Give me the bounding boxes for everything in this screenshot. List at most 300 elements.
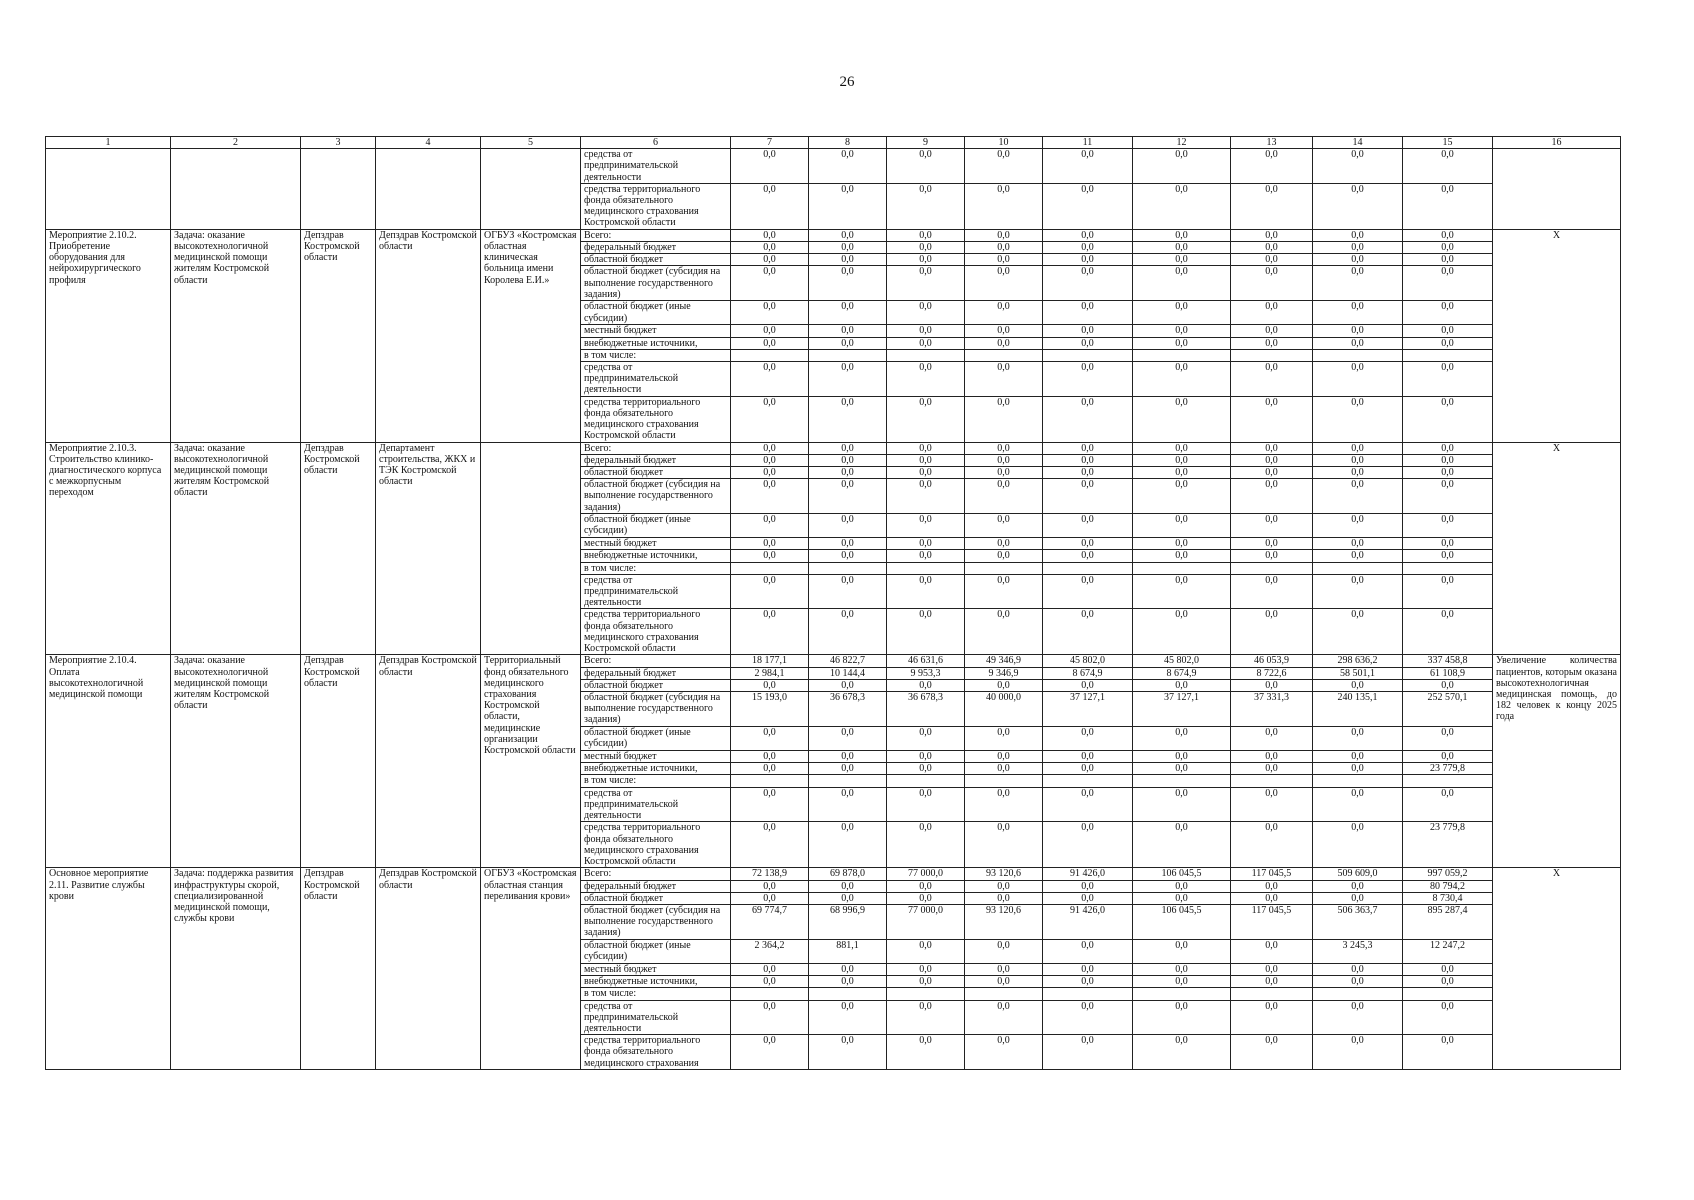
column-number-16: 16: [1493, 137, 1621, 149]
value-cell: 0,0: [1133, 1000, 1231, 1035]
value-cell: 0,0: [809, 301, 887, 325]
value-cell: 0,0: [731, 514, 809, 538]
value-cell: [731, 988, 809, 1000]
value-cell: [731, 349, 809, 361]
value-cell: 0,0: [1133, 396, 1231, 442]
value-cell: [1403, 775, 1493, 787]
value-cell: 0,0: [1313, 822, 1403, 868]
value-cell: 0,0: [1403, 337, 1493, 349]
value-cell: 0,0: [809, 442, 887, 454]
cell-c1-m2103: Мероприятие 2.10.3. Строительство клинико-диагностического корпуса с межкорпусным переходом: [46, 442, 171, 655]
value-cell: 0,0: [809, 892, 887, 904]
table-body: [46, 137, 1621, 1070]
value-cell: 0,0: [731, 892, 809, 904]
value-cell: 117 045,5: [1231, 904, 1313, 939]
value-cell: 895 287,4: [1403, 904, 1493, 939]
category-label: областной бюджет (субсидия на выполнение государственного задания): [581, 266, 731, 301]
value-cell: 0,0: [887, 242, 965, 254]
value-cell: 0,0: [965, 362, 1043, 397]
value-cell: 0,0: [1231, 325, 1313, 337]
value-cell: 0,0: [1313, 976, 1403, 988]
value-cell: 36 678,3: [887, 692, 965, 727]
value-cell: 0,0: [809, 514, 887, 538]
value-cell: 0,0: [965, 538, 1043, 550]
value-cell: 0,0: [1133, 229, 1231, 241]
value-cell: 0,0: [1231, 254, 1313, 266]
value-cell: 37 127,1: [1043, 692, 1133, 727]
value-cell: 68 996,9: [809, 904, 887, 939]
value-cell: 93 120,6: [965, 904, 1043, 939]
category-label: областной бюджет (субсидия на выполнение государственного задания): [581, 904, 731, 939]
value-cell: 0,0: [1043, 301, 1133, 325]
category-label: областной бюджет (иные субсидии): [581, 514, 731, 538]
value-cell: 0,0: [1231, 454, 1313, 466]
value-cell: 0,0: [1231, 550, 1313, 562]
value-cell: 0,0: [1133, 609, 1231, 655]
value-cell: 46 822,7: [809, 655, 887, 667]
value-cell: 0,0: [1313, 442, 1403, 454]
value-cell: 0,0: [809, 574, 887, 609]
value-cell: 0,0: [965, 325, 1043, 337]
value-cell: [1313, 988, 1403, 1000]
value-cell: 0,0: [809, 479, 887, 514]
value-cell: 0,0: [1403, 325, 1493, 337]
cell-c4-m2102: Депздрав Костромской области: [376, 229, 481, 442]
value-cell: 0,0: [1133, 337, 1231, 349]
value-cell: 0,0: [809, 787, 887, 822]
value-cell: 0,0: [1231, 963, 1313, 975]
column-number-10: 10: [965, 137, 1043, 149]
value-cell: 3 245,3: [1313, 939, 1403, 963]
table-row: [46, 868, 1621, 880]
value-cell: 0,0: [887, 254, 965, 266]
value-cell: 0,0: [731, 574, 809, 609]
column-number-2: 2: [171, 137, 301, 149]
category-label: Всего:: [581, 229, 731, 241]
column-number-11: 11: [1043, 137, 1133, 149]
value-cell: 0,0: [965, 337, 1043, 349]
value-cell: 0,0: [1231, 822, 1313, 868]
value-cell: 8 674,9: [1043, 667, 1133, 679]
category-label: местный бюджет: [581, 751, 731, 763]
value-cell: 0,0: [731, 337, 809, 349]
value-cell: 0,0: [1313, 242, 1403, 254]
value-cell: 23 779,8: [1403, 763, 1493, 775]
category-label: областной бюджет (иные субсидии): [581, 727, 731, 751]
value-cell: 997 059,2: [1403, 868, 1493, 880]
value-cell: 0,0: [965, 679, 1043, 691]
value-cell: 0,0: [1043, 679, 1133, 691]
value-cell: 0,0: [965, 254, 1043, 266]
category-label: средства территориального фонда обязательного медицинского страхования: [581, 1035, 731, 1070]
value-cell: 0,0: [1313, 183, 1403, 229]
value-cell: 0,0: [887, 479, 965, 514]
value-cell: 0,0: [1133, 822, 1231, 868]
value-cell: 0,0: [965, 939, 1043, 963]
column-number-9: 9: [887, 137, 965, 149]
value-cell: 0,0: [731, 538, 809, 550]
value-cell: 0,0: [965, 1000, 1043, 1035]
value-cell: 0,0: [1403, 254, 1493, 266]
value-cell: [965, 775, 1043, 787]
value-cell: 0,0: [731, 763, 809, 775]
value-cell: 37 127,1: [1133, 692, 1231, 727]
category-label: областной бюджет: [581, 892, 731, 904]
value-cell: 0,0: [1043, 574, 1133, 609]
category-label: средства территориального фонда обязательного медицинского страхования Костромской области: [581, 822, 731, 868]
category-label: в том числе:: [581, 775, 731, 787]
value-cell: 0,0: [731, 751, 809, 763]
column-number-13: 13: [1231, 137, 1313, 149]
value-cell: 0,0: [965, 467, 1043, 479]
value-cell: 10 144,4: [809, 667, 887, 679]
column-number-15: 15: [1403, 137, 1493, 149]
category-label: внебюджетные источники,: [581, 337, 731, 349]
value-cell: 0,0: [1043, 242, 1133, 254]
value-cell: 0,0: [1043, 963, 1133, 975]
value-cell: 0,0: [1231, 679, 1313, 691]
value-cell: 0,0: [965, 963, 1043, 975]
value-cell: 0,0: [1231, 892, 1313, 904]
value-cell: [1403, 349, 1493, 361]
value-cell: 40 000,0: [965, 692, 1043, 727]
value-cell: 0,0: [887, 467, 965, 479]
value-cell: 0,0: [731, 325, 809, 337]
category-label: Всего:: [581, 655, 731, 667]
value-cell: 0,0: [809, 727, 887, 751]
category-label: средства от предпринимательской деятельности: [581, 574, 731, 609]
value-cell: 0,0: [809, 538, 887, 550]
value-cell: 0,0: [809, 149, 887, 184]
value-cell: 881,1: [809, 939, 887, 963]
value-cell: 0,0: [1043, 183, 1133, 229]
value-cell: 0,0: [1231, 242, 1313, 254]
value-cell: 0,0: [731, 454, 809, 466]
value-cell: [965, 988, 1043, 1000]
value-cell: 2 984,1: [731, 667, 809, 679]
value-cell: 0,0: [1133, 266, 1231, 301]
value-cell: 0,0: [731, 679, 809, 691]
value-cell: 0,0: [887, 679, 965, 691]
table-row: [46, 655, 1621, 667]
value-cell: 0,0: [1133, 976, 1231, 988]
value-cell: 0,0: [1231, 514, 1313, 538]
page-number: 26: [839, 74, 855, 90]
value-cell: 0,0: [809, 763, 887, 775]
value-cell: [1231, 562, 1313, 574]
value-cell: 506 363,7: [1313, 904, 1403, 939]
value-cell: 0,0: [731, 727, 809, 751]
cell-c1-m2102: Мероприятие 2.10.2. Приобретение оборудования для нейрохирургического профиля: [46, 229, 171, 442]
category-label: областной бюджет: [581, 467, 731, 479]
value-cell: 0,0: [1133, 787, 1231, 822]
value-cell: [809, 988, 887, 1000]
category-label: федеральный бюджет: [581, 454, 731, 466]
budget-table: [45, 136, 1621, 1070]
cell-c2-m2103: Задача: оказание высокотехнологичной медицинской помощи жителям Костромской области: [171, 442, 301, 655]
category-label: областной бюджет: [581, 254, 731, 266]
value-cell: 0,0: [1231, 362, 1313, 397]
value-cell: 0,0: [1043, 362, 1133, 397]
value-cell: 0,0: [1133, 939, 1231, 963]
value-cell: [1133, 988, 1231, 1000]
value-cell: 0,0: [1043, 514, 1133, 538]
cell-c4-m2104: Депздрав Костромской области: [376, 655, 481, 868]
value-cell: [1313, 775, 1403, 787]
value-cell: 23 779,8: [1403, 822, 1493, 868]
value-cell: 0,0: [809, 1000, 887, 1035]
column-number-12: 12: [1133, 137, 1231, 149]
value-cell: 0,0: [965, 574, 1043, 609]
category-label: средства территориального фонда обязательного медицинского страхования Костромской области: [581, 609, 731, 655]
value-cell: 337 458,8: [1403, 655, 1493, 667]
value-cell: 0,0: [887, 229, 965, 241]
value-cell: 0,0: [1313, 574, 1403, 609]
value-cell: 0,0: [1313, 396, 1403, 442]
value-cell: 0,0: [809, 266, 887, 301]
value-cell: 0,0: [887, 1000, 965, 1035]
value-cell: 0,0: [1043, 442, 1133, 454]
value-cell: 0,0: [1133, 763, 1231, 775]
value-cell: 0,0: [965, 149, 1043, 184]
value-cell: 0,0: [1313, 149, 1403, 184]
category-label: местный бюджет: [581, 963, 731, 975]
cell-c3-cont: [301, 149, 376, 230]
value-cell: [1133, 349, 1231, 361]
category-label: внебюджетные источники,: [581, 976, 731, 988]
column-number-row: [46, 137, 1621, 149]
category-label: средства от предпринимательской деятельности: [581, 362, 731, 397]
value-cell: 0,0: [1403, 538, 1493, 550]
value-cell: 0,0: [731, 229, 809, 241]
value-cell: [887, 775, 965, 787]
value-cell: [1133, 562, 1231, 574]
value-cell: 0,0: [1403, 963, 1493, 975]
value-cell: 0,0: [1043, 266, 1133, 301]
value-cell: [1043, 988, 1133, 1000]
column-number-4: 4: [376, 137, 481, 149]
value-cell: 0,0: [1043, 229, 1133, 241]
value-cell: 0,0: [1313, 892, 1403, 904]
value-cell: [965, 349, 1043, 361]
category-label: областной бюджет (иные субсидии): [581, 939, 731, 963]
value-cell: 0,0: [887, 396, 965, 442]
value-cell: 0,0: [1403, 266, 1493, 301]
value-cell: 0,0: [887, 301, 965, 325]
column-number-8: 8: [809, 137, 887, 149]
value-cell: 80 794,2: [1403, 880, 1493, 892]
category-label: областной бюджет (субсидия на выполнение государственного задания): [581, 692, 731, 727]
value-cell: 0,0: [1403, 976, 1493, 988]
cell-c5-m2103: [481, 442, 581, 655]
value-cell: 0,0: [1133, 574, 1231, 609]
column-number-5: 5: [481, 137, 581, 149]
value-cell: 0,0: [1313, 787, 1403, 822]
value-cell: 0,0: [965, 442, 1043, 454]
value-cell: 0,0: [1133, 149, 1231, 184]
value-cell: 0,0: [1313, 514, 1403, 538]
value-cell: 0,0: [887, 609, 965, 655]
value-cell: 93 120,6: [965, 868, 1043, 880]
value-cell: 8 674,9: [1133, 667, 1231, 679]
value-cell: 0,0: [887, 963, 965, 975]
value-cell: [1133, 775, 1231, 787]
value-cell: 0,0: [1313, 229, 1403, 241]
cell-c1-m2104: Мероприятие 2.10.4. Оплата высокотехнологичной медицинской помощи: [46, 655, 171, 868]
value-cell: 12 247,2: [1403, 939, 1493, 963]
value-cell: 0,0: [1043, 787, 1133, 822]
value-cell: 61 108,9: [1403, 667, 1493, 679]
value-cell: 0,0: [731, 362, 809, 397]
category-label: Всего:: [581, 868, 731, 880]
value-cell: 0,0: [1403, 787, 1493, 822]
value-cell: 0,0: [1043, 149, 1133, 184]
value-cell: 0,0: [1133, 301, 1231, 325]
category-label: местный бюджет: [581, 538, 731, 550]
value-cell: 0,0: [965, 822, 1043, 868]
value-cell: 0,0: [1133, 538, 1231, 550]
value-cell: 0,0: [965, 550, 1043, 562]
value-cell: 0,0: [965, 1035, 1043, 1070]
value-cell: 0,0: [887, 538, 965, 550]
value-cell: 0,0: [1231, 609, 1313, 655]
value-cell: 46 631,6: [887, 655, 965, 667]
value-cell: [887, 562, 965, 574]
column-number-7: 7: [731, 137, 809, 149]
value-cell: 0,0: [965, 880, 1043, 892]
value-cell: 0,0: [1043, 325, 1133, 337]
value-cell: 0,0: [887, 550, 965, 562]
value-cell: 0,0: [1403, 1035, 1493, 1070]
value-cell: 0,0: [731, 787, 809, 822]
value-cell: 0,0: [1313, 609, 1403, 655]
value-cell: 0,0: [1133, 254, 1231, 266]
value-cell: 0,0: [731, 396, 809, 442]
value-cell: 0,0: [887, 822, 965, 868]
value-cell: 0,0: [731, 609, 809, 655]
value-cell: 0,0: [1043, 976, 1133, 988]
value-cell: 46 053,9: [1231, 655, 1313, 667]
value-cell: 0,0: [1313, 337, 1403, 349]
value-cell: 0,0: [1403, 1000, 1493, 1035]
value-cell: 0,0: [1133, 1035, 1231, 1070]
category-label: средства от предпринимательской деятельности: [581, 1000, 731, 1035]
value-cell: 0,0: [965, 183, 1043, 229]
value-cell: 0,0: [1231, 396, 1313, 442]
value-cell: 0,0: [731, 963, 809, 975]
value-cell: 49 346,9: [965, 655, 1043, 667]
value-cell: 0,0: [731, 183, 809, 229]
category-label: средства от предпринимательской деятельности: [581, 787, 731, 822]
value-cell: 0,0: [731, 1035, 809, 1070]
value-cell: 0,0: [887, 454, 965, 466]
value-cell: 0,0: [1043, 751, 1133, 763]
value-cell: 9 346,9: [965, 667, 1043, 679]
value-cell: 0,0: [1403, 396, 1493, 442]
value-cell: 0,0: [1403, 149, 1493, 184]
cell-c3-m2104: Депздрав Костромской области: [301, 655, 376, 868]
category-label: областной бюджет (субсидия на выполнение государственного задания): [581, 479, 731, 514]
value-cell: 0,0: [1133, 679, 1231, 691]
value-cell: 0,0: [1313, 454, 1403, 466]
value-cell: [887, 988, 965, 1000]
cell-c5-m211: ОГБУЗ «Костромская областная станция переливания крови»: [481, 868, 581, 1070]
value-cell: 0,0: [1403, 751, 1493, 763]
column-number-1: 1: [46, 137, 171, 149]
value-cell: 0,0: [887, 976, 965, 988]
value-cell: 0,0: [1133, 479, 1231, 514]
table-row: [46, 442, 1621, 454]
value-cell: 0,0: [731, 880, 809, 892]
value-cell: 58 501,1: [1313, 667, 1403, 679]
cell-c16-m2102: X: [1493, 229, 1621, 442]
value-cell: 0,0: [887, 939, 965, 963]
column-number-14: 14: [1313, 137, 1403, 149]
value-cell: 240 135,1: [1313, 692, 1403, 727]
value-cell: 0,0: [965, 454, 1043, 466]
value-cell: 0,0: [1403, 362, 1493, 397]
value-cell: 0,0: [809, 396, 887, 442]
category-label: внебюджетные источники,: [581, 763, 731, 775]
value-cell: 0,0: [965, 514, 1043, 538]
value-cell: [1231, 775, 1313, 787]
value-cell: [731, 775, 809, 787]
value-cell: 0,0: [887, 442, 965, 454]
value-cell: 0,0: [965, 727, 1043, 751]
value-cell: [1043, 349, 1133, 361]
value-cell: [1043, 562, 1133, 574]
cell-c16-m211: X: [1493, 868, 1621, 1070]
value-cell: 0,0: [1403, 183, 1493, 229]
value-cell: 0,0: [809, 325, 887, 337]
value-cell: [965, 562, 1043, 574]
value-cell: 0,0: [887, 1035, 965, 1070]
value-cell: 0,0: [1403, 442, 1493, 454]
value-cell: 0,0: [1043, 254, 1133, 266]
value-cell: 18 177,1: [731, 655, 809, 667]
value-cell: 0,0: [1043, 337, 1133, 349]
category-label: в том числе:: [581, 562, 731, 574]
value-cell: 0,0: [887, 727, 965, 751]
value-cell: 0,0: [1403, 301, 1493, 325]
column-number-6: 6: [581, 137, 731, 149]
value-cell: [1231, 988, 1313, 1000]
category-label: средства территориального фонда обязательного медицинского страхования Костромской области: [581, 396, 731, 442]
value-cell: 0,0: [1231, 763, 1313, 775]
value-cell: 91 426,0: [1043, 904, 1133, 939]
value-cell: 0,0: [731, 301, 809, 325]
value-cell: [1313, 562, 1403, 574]
value-cell: 0,0: [1043, 454, 1133, 466]
value-cell: 0,0: [1313, 479, 1403, 514]
value-cell: 0,0: [887, 574, 965, 609]
cell-c4-m2103: Департамент строительства, ЖКХ и ТЭК Костромской области: [376, 442, 481, 655]
cell-c2-cont: [171, 149, 301, 230]
category-label: внебюджетные источники,: [581, 550, 731, 562]
category-label: областной бюджет: [581, 679, 731, 691]
value-cell: 0,0: [1313, 467, 1403, 479]
category-label: средства территориального фонда обязательного медицинского страхования Костромской области: [581, 183, 731, 229]
value-cell: 0,0: [1403, 229, 1493, 241]
value-cell: 0,0: [1403, 454, 1493, 466]
value-cell: 0,0: [809, 362, 887, 397]
value-cell: 0,0: [887, 892, 965, 904]
value-cell: 0,0: [1231, 1035, 1313, 1070]
value-cell: 0,0: [965, 242, 1043, 254]
value-cell: 0,0: [809, 751, 887, 763]
value-cell: 0,0: [1313, 325, 1403, 337]
value-cell: 0,0: [1043, 822, 1133, 868]
